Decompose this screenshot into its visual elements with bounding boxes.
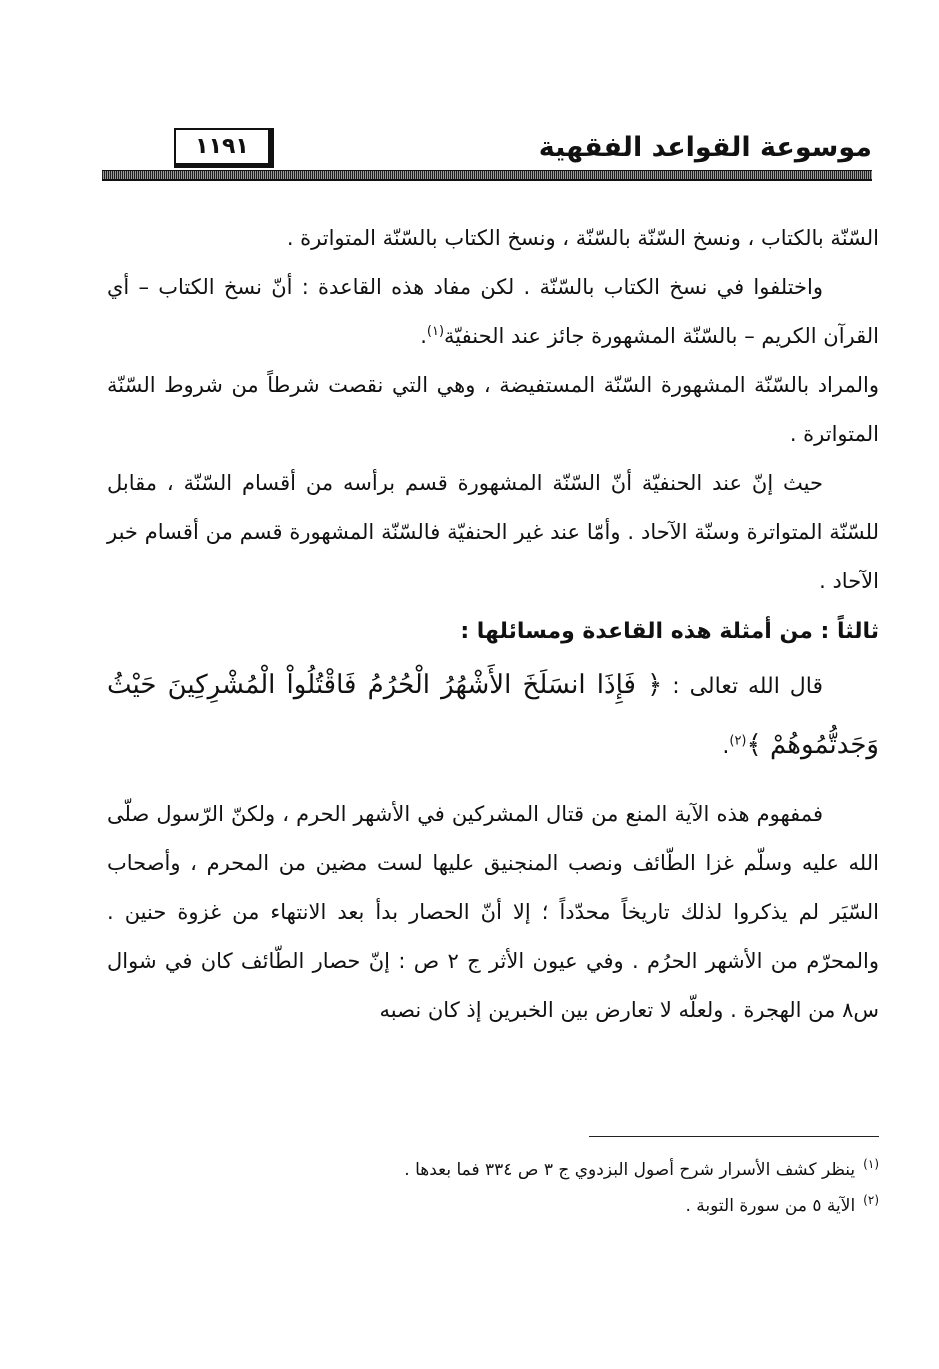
footnote-2-number: (٢) xyxy=(863,1193,879,1208)
footnote-ref-1: (١) xyxy=(426,324,445,339)
footnote-1 xyxy=(107,1152,879,1188)
paragraph-1: السّنّة بالكتاب ، ونسخ السّنّة بالسّنّة ، ونسخ الكتاب بالسّنّة المتواترة . xyxy=(286,226,879,250)
page-header xyxy=(102,122,872,182)
paragraph-2-end: . xyxy=(420,324,427,348)
paragraph-2 xyxy=(107,263,879,361)
verse-paragraph xyxy=(107,656,879,776)
footnote-divider xyxy=(589,1136,879,1137)
book-title: موسوعة القواعد الفقهية xyxy=(538,132,872,163)
footnote-2 xyxy=(107,1188,879,1224)
page-number: ١١٩١ xyxy=(174,128,274,168)
footnote-ref-2: (٢) xyxy=(729,733,747,749)
paragraph-5: فمفهوم هذه الآية المنع من قتال المشركين في الأشهر الحرم ، ولكنّ الرّسول صلّى الله عليه وسلّم غزا الطّائف ونصب المنجنيق عليها لست مضين من المحرم ، وأصحاب السّيَر لم يذكروا لذلك تاريخاً محدّداً ؛ إلا أنّ الحصار بدأ بعد الانتهاء من غزوة حنين . والمحرّم من الأشهر الحرُم . وفي عيون الأثر ج ٢ ص : إنّ حصار الطّائف كان في شوال س٨ من الهجرة . ولعلّه لا تعارض بين الخبرين إذ كان نصبه xyxy=(107,802,879,1022)
footnote-1-text: ينظر كشف الأسرار شرح أصول البزدوي ج ٣ ص ٣٣٤ فما بعدها . xyxy=(404,1160,856,1180)
verse-end: . xyxy=(722,734,730,759)
quran-verse: ﴿ فَإِذَا انسَلَخَ الأَشْهُرُ الْحُرُمُ فَاقْتُلُواْ الْمُشْرِكِينَ حَيْثُ وَجَدتُّمُوهُمْ ﴾ xyxy=(107,670,879,760)
header-divider xyxy=(102,170,872,181)
paragraph-3: والمراد بالسّنّة المشهورة السّنّة المستفيضة ، وهي التي نقصت شرطاً من شروط السّنّة المتواترة . xyxy=(107,373,879,446)
paragraph-4: حيث إنّ عند الحنفيّة أنّ السّنّة المشهورة قسم برأسه من أقسام السّنّة ، مقابل للسّنّة المتواترة وسنّة الآحاد . وأمّا عند غير الحنفيّة فالسّنّة المشهورة قسم من أقسام خبر الآحاد . xyxy=(107,471,879,593)
verse-intro: قال الله تعالى : xyxy=(662,674,823,699)
footnotes xyxy=(107,1152,879,1224)
section-heading: ثالثاً : من أمثلة هذه القاعدة ومسائلها : xyxy=(460,619,879,644)
footnote-1-number: (١) xyxy=(863,1157,879,1172)
footnote-2-text: الآية ٥ من سورة التوبة . xyxy=(685,1196,856,1216)
main-text xyxy=(107,214,879,1035)
paragraph-2-text: واختلفوا في نسخ الكتاب بالسّنّة . لكن مفاد هذه القاعدة : أنّ نسخ الكتاب – أي القرآن الكريم – بالسّنّة المشهورة جائز عند الحنفيّة xyxy=(107,275,879,348)
